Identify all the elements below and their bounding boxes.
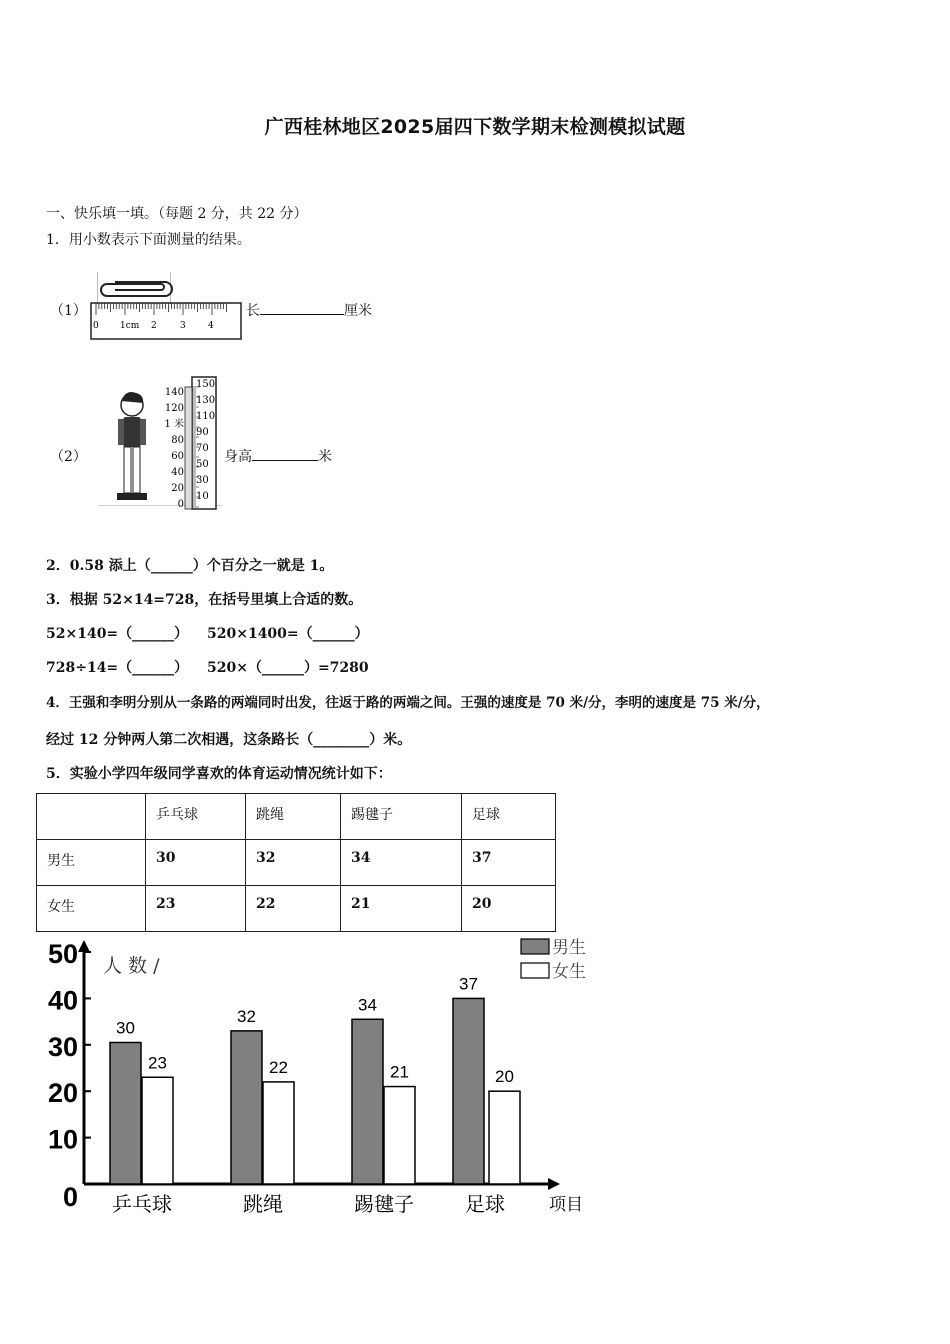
q3-row1-b[interactable]: 520×1400=（______）	[207, 626, 369, 642]
q1-item2-prefix: 身高	[224, 449, 252, 465]
y-tick-label: 30	[47, 1031, 78, 1062]
scale-right-7: 10	[196, 491, 209, 502]
y-tick-label: 20	[47, 1078, 78, 1109]
ruler-tick-4: 4	[208, 321, 214, 331]
q3-row1-a[interactable]: 52×140=（______）	[46, 626, 189, 642]
table-header-cell: 踢毽子	[341, 794, 462, 840]
q1-item1-suffix: 厘米	[344, 303, 372, 319]
scale-right-6: 30	[196, 475, 209, 486]
q1-item2-blank[interactable]	[252, 446, 318, 461]
bar-boys	[352, 1019, 383, 1184]
y-axis-arrow	[78, 940, 90, 952]
section-heading: 一、快乐填一填。（每题 2 分，共 22 分）	[46, 206, 308, 222]
question-3-text: 3．根据 52×14=728，在括号里填上合适的数。	[46, 592, 363, 608]
q3-row2-b[interactable]: 520×（______）=7280	[207, 660, 369, 676]
table-cell: 23	[146, 886, 246, 932]
scale-right-4: 70	[196, 443, 209, 454]
bar-boys	[110, 1042, 141, 1184]
scale-left-1: 120	[164, 403, 184, 414]
bar-girls	[384, 1087, 415, 1184]
table-cell: 20	[462, 886, 556, 932]
scale-right-5: 50	[196, 459, 209, 470]
q1-item1-label: （1）	[50, 303, 87, 319]
scale-left-7: 0	[177, 499, 184, 510]
scale-left-0: 140	[164, 387, 184, 398]
question-5-text: 5．实验小学四年级同学喜欢的体育运动情况统计如下：	[46, 766, 392, 782]
table-cell: 32	[246, 840, 341, 886]
x-category-label: 跳绳	[243, 1192, 283, 1216]
table-cell: 22	[246, 886, 341, 932]
x-axis-arrow	[548, 1178, 560, 1190]
scale-left-2: 1 米	[164, 419, 184, 430]
q2-prefix: 2．0.58 添上（	[46, 558, 151, 574]
y-tick-label: 50	[47, 939, 78, 969]
q1-item2-label: （2）	[50, 449, 87, 465]
scale-right-3: 90	[196, 427, 209, 438]
ruler-tick-2: 2	[151, 321, 157, 331]
question-1-text: 1．用小数表示下面测量的结果。	[46, 232, 251, 248]
scale-left-4: 60	[171, 451, 184, 462]
table-header-cell: 足球	[462, 794, 556, 840]
table-row	[37, 886, 556, 932]
scale-left-6: 20	[171, 483, 184, 494]
page-title: 广西桂林地区2025届四下数学期末检测模拟试题	[264, 116, 686, 138]
scale-right-2: 110	[196, 411, 216, 422]
bar-girls	[263, 1082, 294, 1184]
question-2	[46, 555, 333, 575]
table-header-cell	[37, 794, 146, 840]
y-axis-title: 人 数 /	[103, 955, 160, 977]
x-category-label: 踢毽子	[354, 1192, 414, 1216]
data-label-boys: 34	[358, 995, 377, 1015]
legend-label-girls: 女生	[552, 962, 586, 982]
data-label-boys: 37	[459, 974, 478, 994]
q1-item1-prefix: 长	[246, 303, 260, 319]
data-label-girls: 21	[390, 1062, 409, 1082]
table-row-label: 女生	[37, 886, 146, 932]
table-cell: 30	[146, 840, 246, 886]
q1-item1-answer	[246, 300, 372, 320]
bar-girls	[489, 1091, 520, 1184]
height-figure	[96, 371, 226, 516]
table-header-cell: 乒乓球	[146, 794, 246, 840]
q3-row2-a[interactable]: 728÷14=（______）	[46, 660, 189, 676]
ruler-tick-3: 3	[180, 321, 186, 331]
stats-table	[36, 793, 556, 932]
table-cell: 37	[462, 840, 556, 886]
boy-figure	[117, 392, 147, 500]
data-label-boys: 30	[116, 1018, 135, 1038]
table-header-row	[37, 794, 556, 840]
q2-suffix: ）个百分之一就是 1。	[192, 558, 334, 574]
bar-boys	[453, 998, 484, 1184]
q1-item2-answer	[224, 446, 332, 466]
x-category-label: 乒乓球	[112, 1192, 172, 1216]
data-label-boys: 32	[237, 1006, 256, 1026]
scale-right-0: 150	[196, 379, 216, 390]
y-tick-label: 10	[47, 1124, 78, 1155]
bar-chart	[0, 930, 620, 1230]
ruler-figure	[85, 272, 245, 344]
paperclip-icon	[101, 282, 172, 296]
data-label-girls: 20	[495, 1067, 514, 1087]
question-4-line1: 4．王强和李明分别从一条路的两端同时出发，往返于路的两端之间。王强的速度是 70 米/分，李明的速度是 75 米/分，	[46, 695, 770, 711]
scale-left-3: 80	[171, 435, 184, 446]
y-tick-label: 40	[47, 985, 78, 1016]
q1-item1-blank[interactable]	[260, 300, 344, 315]
table-row-label: 男生	[37, 840, 146, 886]
q2-blank[interactable]: ______	[150, 558, 193, 574]
x-category-label: 足球	[465, 1192, 505, 1216]
ruler-tick-1: 1cm	[120, 321, 140, 331]
table-cell: 21	[341, 886, 462, 932]
data-label-girls: 22	[269, 1057, 288, 1077]
scale-left-5: 40	[171, 467, 184, 478]
table-header-cell: 跳绳	[246, 794, 341, 840]
data-label-girls: 23	[148, 1053, 167, 1073]
legend-label-boys: 男生	[552, 938, 586, 958]
legend-swatch-boys	[521, 939, 549, 954]
table-row	[37, 840, 556, 886]
question-4-line2: 经过 12 分钟两人第二次相遇，这条路长（________）米。	[46, 732, 412, 748]
bar-girls	[142, 1077, 173, 1184]
legend-swatch-girls	[521, 963, 549, 978]
bar-boys	[231, 1031, 262, 1184]
x-axis-title: 项目	[549, 1195, 583, 1215]
scale-right-1: 130	[196, 395, 216, 406]
q1-item2-suffix: 米	[318, 449, 332, 465]
ruler-tick-0: 0	[93, 321, 99, 331]
table-cell: 34	[341, 840, 462, 886]
y-tick-label: 0	[62, 1182, 78, 1212]
